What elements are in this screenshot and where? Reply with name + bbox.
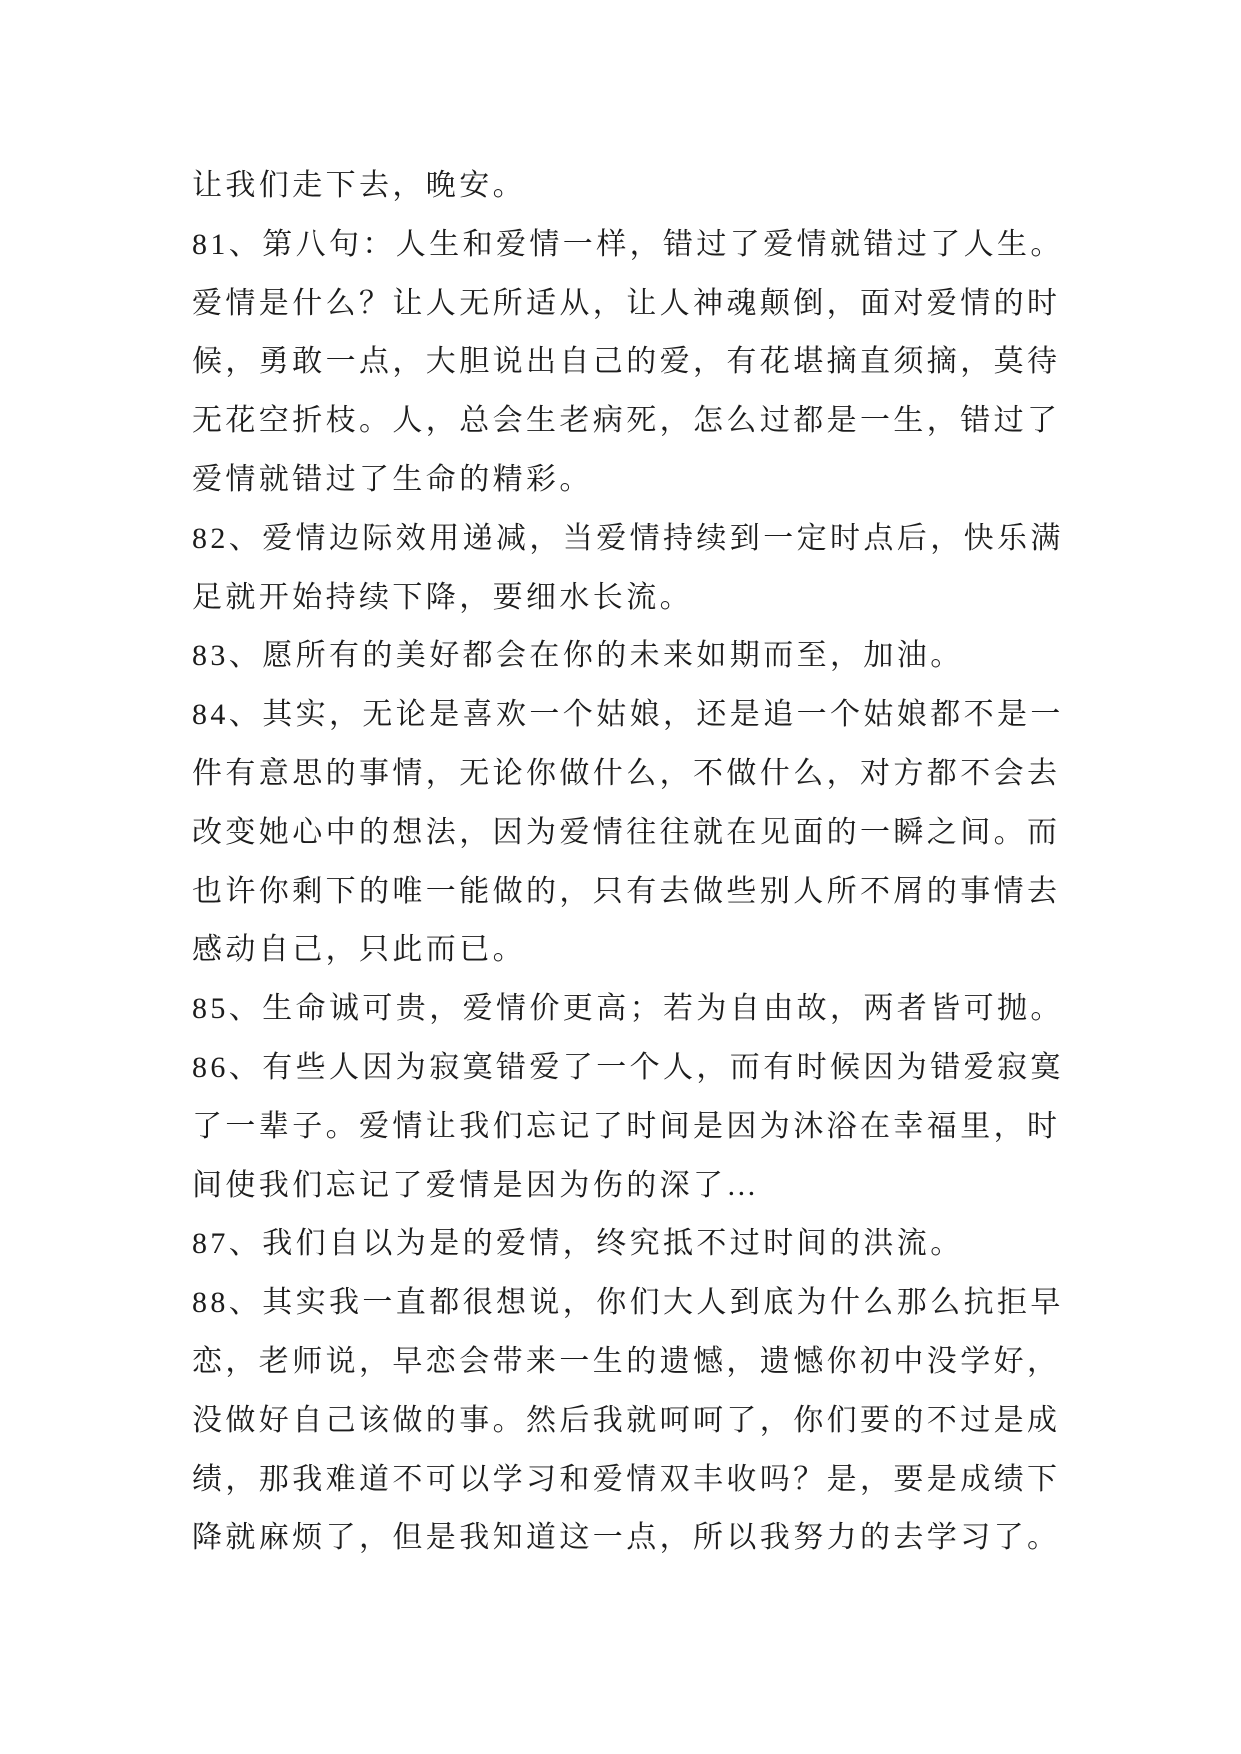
- text-line: 爱情就错过了生命的精彩。: [192, 462, 593, 496]
- text-line: 81、第八句：人生和爱情一样，错过了爱情就错过了人生。: [192, 227, 1064, 261]
- text-line: 件有意思的事情，无论你做什么，不做什么，对方都不会去: [192, 756, 1061, 790]
- text-line: 88、其实我一直都很想说，你们大人到底为什么那么抗拒早: [192, 1286, 1064, 1320]
- text-line: 爱情是什么？让人无所适从，让人神魂颠倒，面对爱情的时: [192, 286, 1061, 320]
- text-line: 85、生命诚可贵，爱情价更高；若为自由故，两者皆可抛。: [192, 992, 1064, 1026]
- text-line: 82、爱情边际效用递减，当爱情持续到一定时点后，快乐满: [192, 521, 1064, 555]
- text-line: 87、我们自以为是的爱情，终究抵不过时间的洪流。: [192, 1227, 964, 1261]
- document-body: [192, 157, 1192, 1568]
- paragraph-81: [192, 216, 1192, 510]
- text-line: 绩，那我难道不可以学习和爱情双丰收吗？是，要是成绩下: [192, 1462, 1061, 1496]
- text-line: 也许你剩下的唯一能做的，只有去做些别人所不屑的事情去: [192, 874, 1061, 908]
- text-line: 间使我们忘记了爱情是因为伤的深了…: [192, 1168, 760, 1202]
- text-line: 候，勇敢一点，大胆说出自己的爱，有花堪摘直须摘，莫待: [192, 345, 1061, 379]
- text-line: 改变她心中的想法，因为爱情往往就在见面的一瞬之间。而: [192, 815, 1061, 849]
- text-line: 无花空折枝。人，总会生老病死，怎么过都是一生，错过了: [192, 404, 1061, 438]
- paragraph-88: [192, 1274, 1192, 1568]
- paragraph-85: [192, 980, 1192, 1039]
- paragraph-84: [192, 686, 1192, 980]
- text-line: 降就麻烦了，但是我知道这一点，所以我努力的去学习了。: [192, 1521, 1061, 1555]
- paragraph-82: [192, 510, 1192, 628]
- text-line: 了一辈子。爱情让我们忘记了时间是因为沐浴在幸福里，时: [192, 1109, 1061, 1143]
- text-line: 86、有些人因为寂寞错爱了一个人，而有时候因为错爱寂寞: [192, 1050, 1064, 1084]
- paragraph-continuation: [192, 157, 1192, 216]
- paragraph-86: [192, 1039, 1192, 1215]
- text-line: 让我们走下去，晚安。: [192, 169, 526, 202]
- paragraph-83: [192, 627, 1192, 686]
- text-line: 足就开始持续下降，要细水长流。: [192, 580, 693, 614]
- text-line: 恋，老师说，早恋会带来一生的遗憾，遗憾你初中没学好，: [192, 1344, 1061, 1378]
- text-line: 没做好自己该做的事。然后我就呵呵了，你们要的不过是成: [192, 1403, 1061, 1437]
- text-line: 83、愿所有的美好都会在你的未来如期而至，加油。: [192, 639, 964, 673]
- paragraph-87: [192, 1215, 1192, 1274]
- text-line: 感动自己，只此而已。: [192, 933, 526, 967]
- text-line: 84、其实，无论是喜欢一个姑娘，还是追一个姑娘都不是一: [192, 698, 1064, 732]
